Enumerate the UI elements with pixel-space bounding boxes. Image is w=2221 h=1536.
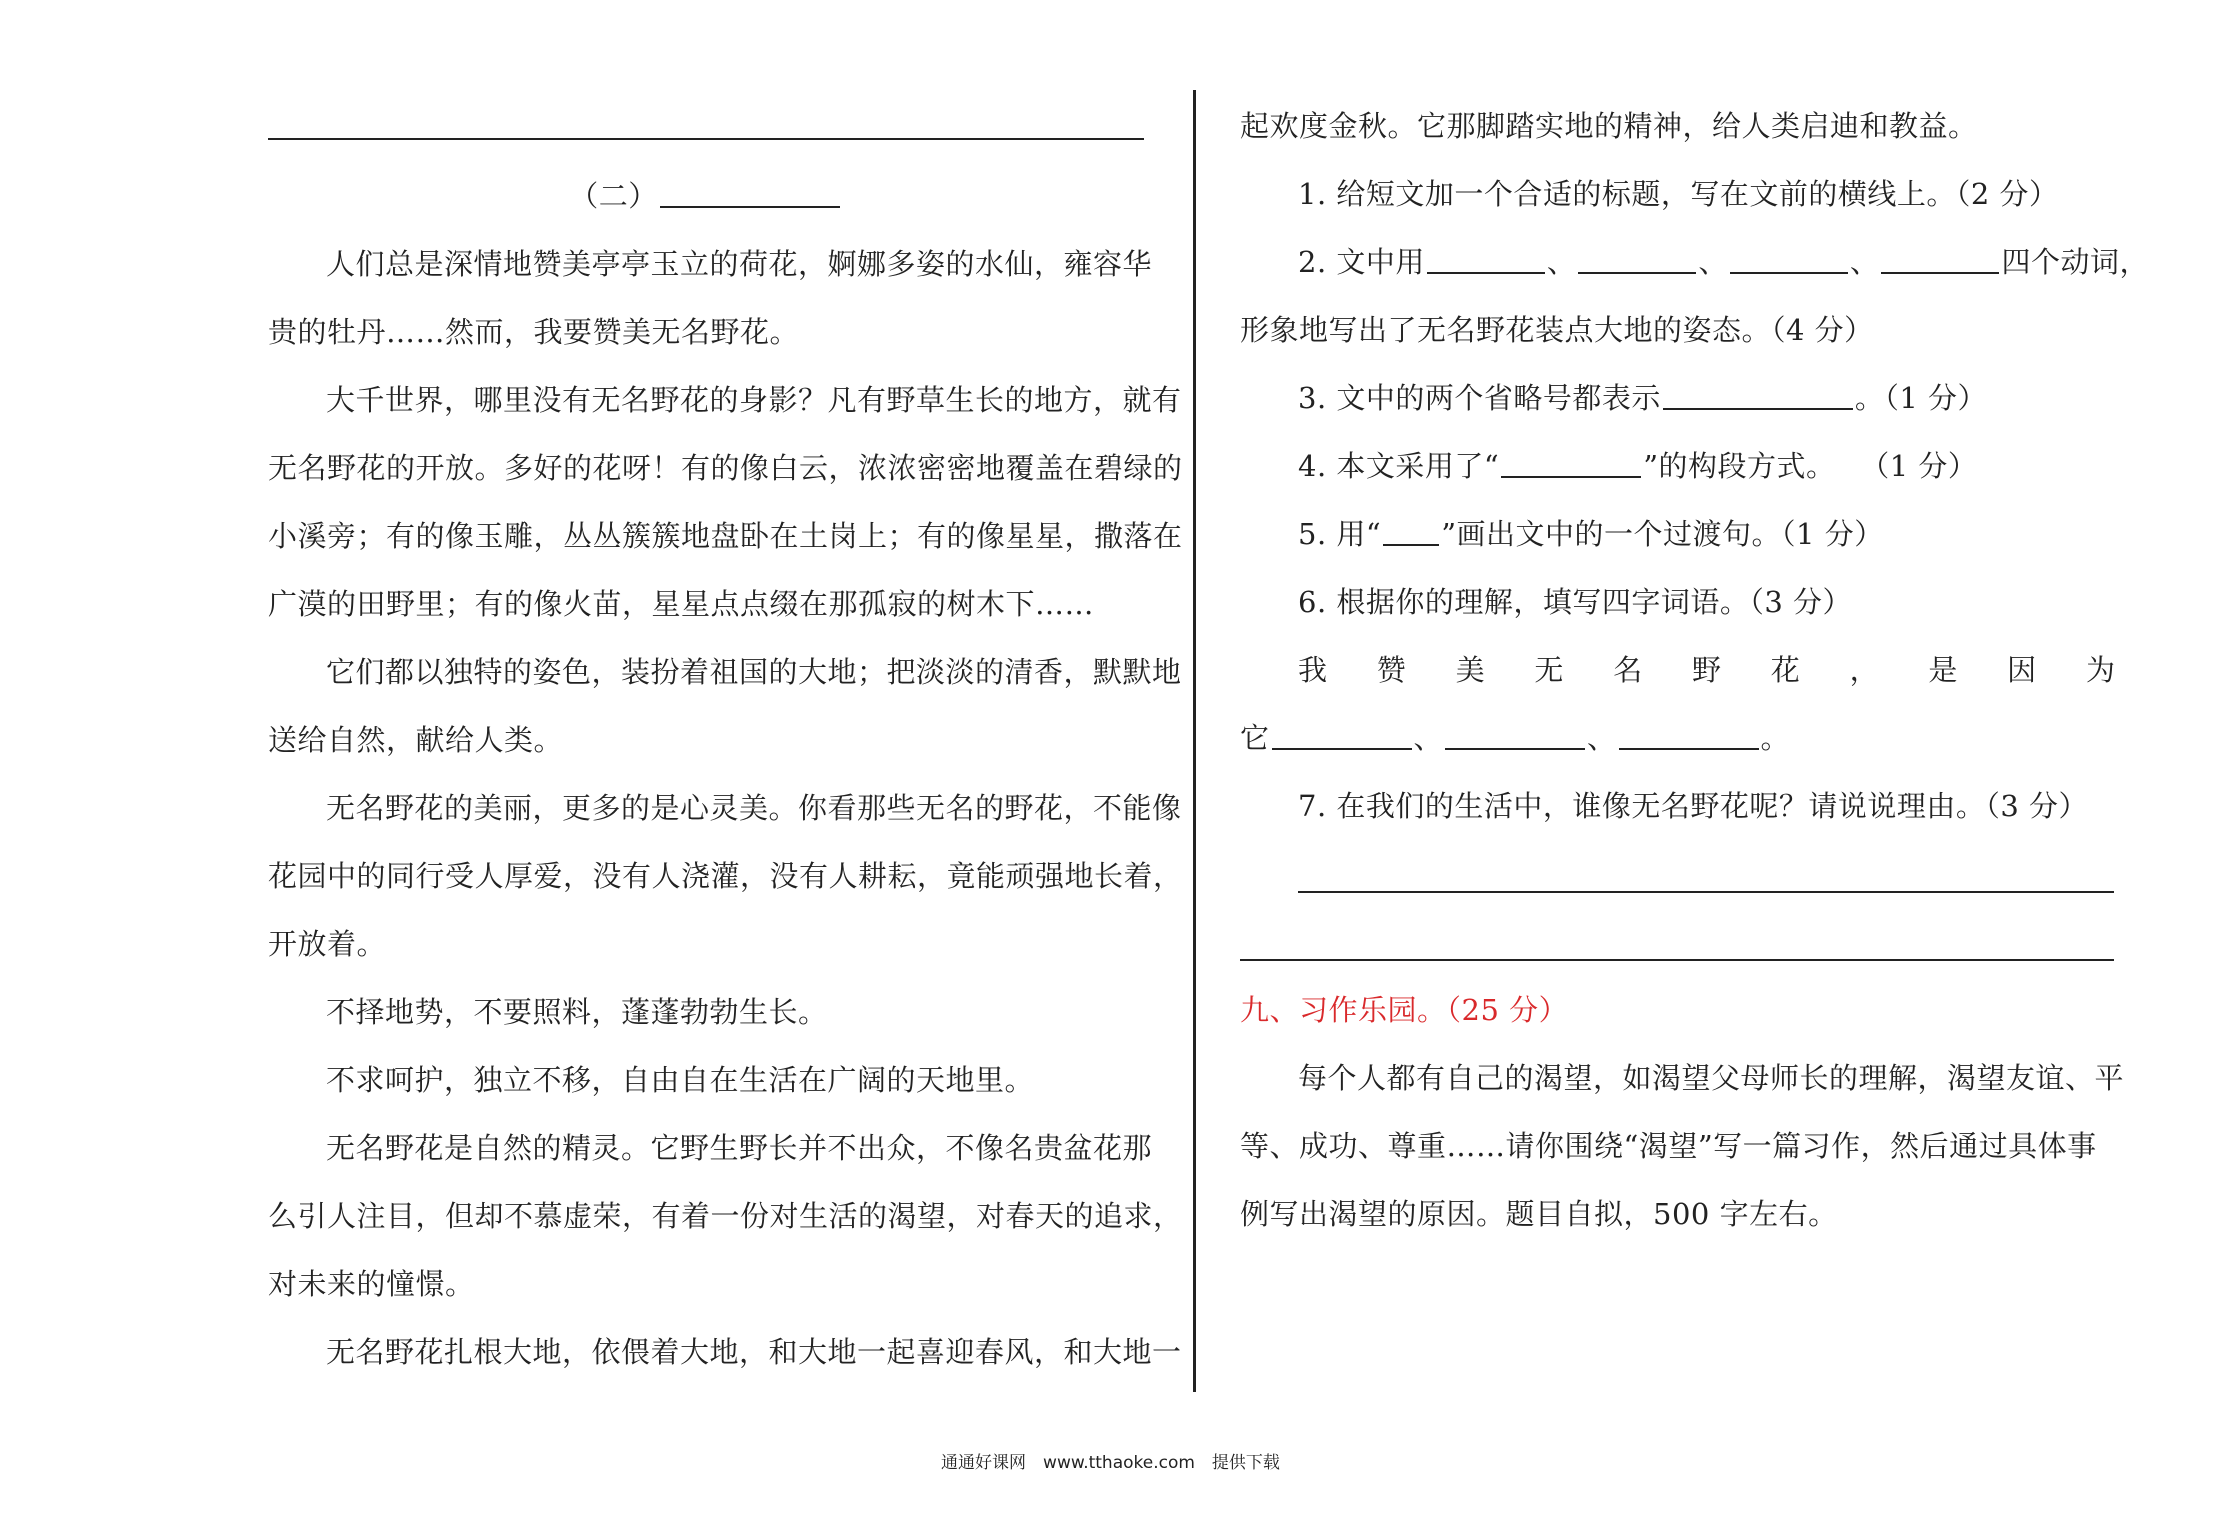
question-5: 5. 用“ ”画出文中的一个过渡句。（1 分） [1298,517,1884,551]
question-6: 6. 根据你的理解，填写四字词语。（3 分） [1298,585,1853,619]
q6-sentence-char: 因 [2007,653,2037,687]
question-6-line2: 它 、 、 。 [1240,721,1791,755]
passage-line: 无名野花的美丽，更多的是心灵美。你看那些无名的野花，不能像 [326,791,1182,825]
q2-blank-3[interactable] [1730,271,1848,274]
section-9-line-3: 例写出渴望的原因。题目自拟，500 字左右。 [1240,1197,1838,1231]
q6-sentence-char: 为 [2085,653,2115,687]
title-answer-blank[interactable] [660,205,840,208]
q6-sentence-char: 是 [1928,653,1958,687]
passage-line: 花园中的同行受人厚爱，没有人浇灌，没有人耕耘，竟能顽强地长着， [268,859,1183,893]
passage-line: 无名野花是自然的精灵。它野生野长并不出众，不像名贵盆花那 [326,1131,1153,1165]
passage-line: 它们都以独特的姿色，装扮着祖国的大地；把淡淡的清香，默默地 [326,655,1182,689]
title-blank-line [268,138,1144,140]
q6-sentence-char: 我 [1298,653,1328,687]
passage-line: 广漠的田野里；有的像火苗，星星点点缀在那孤寂的树木下…… [268,587,1095,621]
q6-blank-3[interactable] [1619,747,1759,750]
passage-line: 送给自然，献给人类。 [268,723,564,757]
q7-answer-line-2[interactable] [1240,959,2114,961]
passage-line: 小溪旁；有的像玉雕，丛丛簇簇地盘卧在土岗上；有的像星星，撒落在 [268,519,1183,553]
passage-line: 无名野花的开放。多好的花呀！有的像白云，浓浓密密地覆盖在碧绿的 [268,451,1183,485]
question-2: 2. 文中用 、 、 、 四个动词， [1298,245,2149,279]
footer-text: 通通好课网 www.tthaoke.com 提供下载 [941,1453,1280,1473]
q2-blank-1[interactable] [1427,271,1545,274]
section-9-line-1: 每个人都有自己的渴望，如渴望父母师长的理解，渴望友谊、平 [1298,1061,2125,1095]
q2-blank-2[interactable] [1578,271,1696,274]
q6-sentence-char: 名 [1613,653,1643,687]
q6-sentence-char: 美 [1455,653,1485,687]
q6-sentence-char: 赞 [1376,653,1406,687]
passage-line: 人们总是深情地赞美亭亭玉立的荷花，婀娜多姿的水仙，雍容华 [326,247,1153,281]
passage-line: 贵的牡丹……然而，我要赞美无名野花。 [268,315,800,349]
question-6-sentence [1298,636,2115,704]
passage-line: 不求呵护，独立不移，自由自在生活在广阔的天地里。 [326,1063,1035,1097]
question-2-line2: 形象地写出了无名野花装点大地的姿态。（4 分） [1240,313,1874,347]
q3-blank[interactable] [1663,407,1853,410]
passage-line: 开放着。 [268,927,387,961]
passage-line: 不择地势，不要照料，蓬蓬勃勃生长。 [326,995,828,1029]
q6-sentence-char: 花 [1770,653,1800,687]
column-divider [1193,90,1196,1392]
passage-heading: （二） [268,162,1143,230]
passage-continuation: 起欢度金秋。它那脚踏实地的精神，给人类启迪和教益。 [1240,109,1978,143]
question-7: 7. 在我们的生活中，谁像无名野花呢？请说说理由。（3 分） [1298,789,2089,823]
q6-sentence-char: ， [1849,653,1879,687]
q6-blank-2[interactable] [1445,747,1585,750]
q7-answer-line-1[interactable] [1298,891,2114,893]
question-3: 3. 文中的两个省略号都表示 。（1 分） [1298,381,1988,415]
question-1: 1. 给短文加一个合适的标题，写在文前的横线上。（2 分） [1298,177,2059,211]
q5-sample-line [1383,543,1439,546]
passage-line: 对未来的憧憬。 [268,1267,475,1301]
section-9-line-2: 等、成功、尊重……请你围绕“渴望”写一篇习作，然后通过具体事 [1240,1129,2097,1163]
passage-line: 么引人注目，但却不慕虚荣，有着一份对生活的渴望，对春天的追求， [268,1199,1183,1233]
q6-blank-1[interactable] [1272,747,1412,750]
passage-line: 无名野花扎根大地，依偎着大地，和大地一起喜迎春风，和大地一 [326,1335,1182,1369]
q6-sentence-char: 无 [1534,653,1564,687]
passage-line: 大千世界，哪里没有无名野花的身影？凡有野草生长的地方，就有 [326,383,1182,417]
q6-sentence-char: 野 [1691,653,1721,687]
q4-blank[interactable] [1501,475,1641,478]
section-9-title: 九、习作乐园。（25 分） [1240,993,1569,1027]
q2-blank-4[interactable] [1881,271,1999,274]
question-4: 4. 本文采用了“ ”的构段方式。 （1 分） [1298,449,1978,483]
